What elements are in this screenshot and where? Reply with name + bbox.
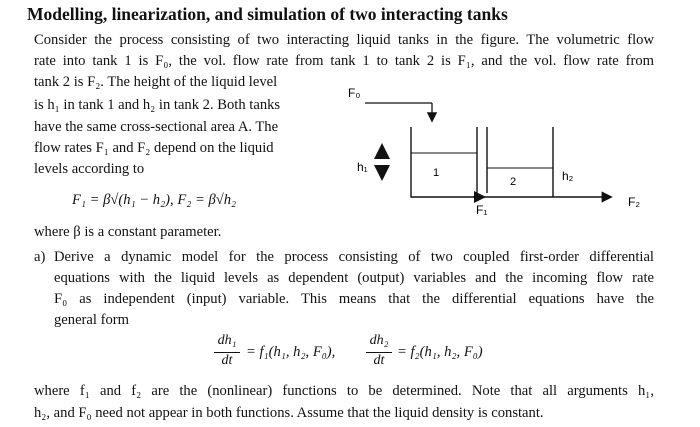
part-a-line-3: F₀ as independent (input) variable. This means that the differential equations have the (54, 291, 654, 307)
intro-line-7: levels according to (34, 161, 145, 177)
tank-2 (487, 127, 553, 197)
eq2-denominator: dt (373, 353, 385, 368)
part-a-line-2: equations with the liquid levels as dependent (output) variables and the incoming flow rate (54, 270, 654, 286)
closing-line-2: h₂, and F₀ need not appear in both functions. Assume that the liquid density is constant. (34, 405, 544, 421)
h2-label: h₂ (562, 169, 574, 183)
intro-line-2: rate into tank 1 is F₀, the vol. flow rate from tank 1 to tank 2 is F₁, and the vol. flow rate from (34, 53, 654, 69)
page-title: Modelling, linearization, and simulation of two interacting tanks (27, 4, 508, 24)
tank-1 (411, 127, 553, 197)
eq1-rhs: = f₁(h₁, h₂, F₀), (246, 344, 336, 360)
tank-1-label: 1 (433, 167, 440, 179)
h1-label: h₁ (357, 160, 368, 174)
two-tank-diagram (310, 80, 680, 230)
inflow-label: F₀ (348, 86, 361, 100)
intro-line-1: Consider the process consisting of two interacting liquid tanks in the figure. The volumetric flow (34, 32, 654, 48)
eq1-numerator: dh₁ (217, 333, 237, 348)
part-a-line-4: general form (54, 312, 129, 328)
beta-line: where β is a constant parameter. (34, 224, 222, 240)
eq2-rhs: = f₂(h₁, h₂, F₀) (397, 344, 483, 360)
f2-label: F₂ (628, 195, 640, 209)
intro-line-5: have the same cross-sectional area A. The (34, 119, 279, 135)
closing-line-1: where f₁ and f₂ are the (nonlinear) functions to be determined. Note that all arguments h₁, (34, 383, 654, 399)
f1-label: F₁ (476, 203, 488, 217)
inflow-pipe (365, 103, 432, 120)
flow-equation: F₁ = β√(h₁ − h₂), F₂ = β√h₂ (72, 192, 237, 208)
eq2-numerator: dh₂ (369, 333, 389, 348)
part-a-line-1: Derive a dynamic model for the process consisting of two coupled first-order differential (54, 249, 654, 265)
eq1-denominator: dt (221, 353, 233, 368)
intro-line-6: flow rates F₁ and F₂ depend on the liquid (34, 140, 274, 156)
tank-2-label: 2 (510, 176, 517, 188)
intro-line-3: tank 2 is F₂. The height of the liquid level (34, 74, 278, 90)
intro-line-4: is h₁ in tank 1 and h₂ in tank 2. Both tanks (34, 97, 281, 113)
part-a-marker: a) (34, 249, 46, 265)
